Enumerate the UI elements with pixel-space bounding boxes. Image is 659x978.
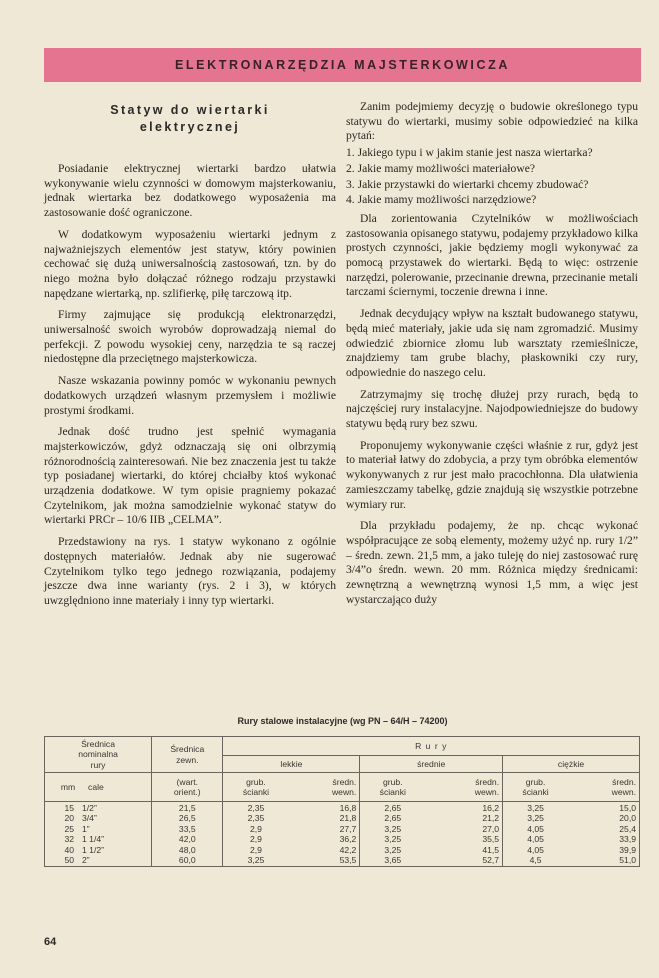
- table-cell-value: 21,2: [482, 813, 500, 824]
- table-cell-value: 16,2: [482, 803, 500, 813]
- table-cell-value: 50: [64, 855, 74, 866]
- table-title: Rury stalowe instalacyjne (wg PN – 64/H – 74200): [237, 716, 448, 726]
- table-cell-value: 4,05: [527, 823, 544, 834]
- table-cell-value: 48,0: [178, 844, 196, 855]
- column-medium-wall: [360, 802, 425, 867]
- page-number: 64: [44, 936, 57, 948]
- header-text: wewn.: [331, 787, 357, 797]
- table-cell-value: 52,7: [482, 855, 500, 866]
- paragraph: Zatrzymajmy się trochę dłużej przy rurach, będą to najczęściej rury instalacyjne. Najodpowiedniejsze do budowy statywu będą rury bez szwu.: [346, 387, 638, 431]
- header-text: ścianki: [242, 787, 270, 797]
- header-medium-inner: [425, 773, 502, 802]
- table-cell-value: 2,9: [249, 844, 262, 855]
- table-cell-value: 1”: [82, 823, 90, 834]
- header-text: grub.: [246, 776, 266, 787]
- paragraph: Zanim podejmiemy decyzję o budowie określonego typu statywu do wiertarki, musimy sobie odpowiedzieć na kilka pytań:: [346, 100, 638, 143]
- table-cell-value: 41,5: [482, 844, 500, 855]
- header-text: Średnica: [81, 738, 115, 749]
- table-cell-value: 27,0: [482, 823, 500, 834]
- table-cell-value: 42,2: [339, 844, 357, 855]
- table-cell-value: 36,2: [339, 834, 357, 845]
- table-cell-value: 27,7: [339, 823, 357, 834]
- article-left-column: [44, 100, 336, 616]
- header-mm: mm: [60, 781, 76, 792]
- table-cell-value: 26,5: [178, 813, 196, 824]
- table-cell-value: 60,0: [178, 855, 196, 866]
- header-light: lekkie: [223, 756, 360, 773]
- header-units: [45, 773, 152, 802]
- header-text: grub.: [525, 776, 546, 787]
- table-cell-value: 33,9: [619, 834, 636, 845]
- paragraph: Przedstawiony na rys. 1 statyw wykonano z ogólnie dostępnych materiałów. Jednak aby nie sugerować Czytelnikom tylko tego jednego rozwiązania, podajemy jeszcze dwa inne warianty (rys. 2 i 3), w których uwzględniono inne materiały i inny typ wiertarki.: [44, 535, 336, 607]
- table-cell-value: 25,4: [619, 823, 636, 834]
- table-cell-value: 1 1/2”: [82, 844, 104, 855]
- table-cell-value: 15,0: [619, 803, 636, 813]
- header-text: orient.): [173, 787, 201, 797]
- table-cell-value: 32: [64, 834, 74, 845]
- table-cell-value: 16,8: [339, 803, 357, 813]
- table-cell-value: 2”: [82, 855, 90, 866]
- header-text: Średnica: [170, 744, 205, 754]
- paragraph: Proponujemy wykonywanie części właśnie z rur, gdyż jest to materiał łatwy do zdobycia, a przy tym obróbka elementów wykonywanych z rur jest mało pracochłonna. Dla ułatwienia zamieszczamy tabelkę, gdzie znajdują się wszystkie potrzebne wymiary rur.: [346, 438, 638, 511]
- paragraph: W dodatkowym wyposażeniu wiertarki jednym z najważniejszych elementów jest statyw, który powinien cechować się dużą uniwersalnością zastosowań, tzn. by do niego można było dołączać różnego rodzaju przystawki napędzane wiertarką, np. szlifierkę, piłę tarczową itp.: [44, 227, 336, 300]
- header-medium: średnie: [360, 756, 503, 773]
- table-cell-value: 3/4”: [82, 813, 97, 824]
- question-item: 1. Jakiego typu i w jakim stanie jest nasza wiertarka?: [346, 146, 593, 160]
- column-inch: [82, 803, 104, 865]
- table-cell-value: 4,5: [529, 855, 542, 866]
- table-data-row: [45, 802, 640, 867]
- header-text: średn.: [612, 776, 636, 787]
- header-text: średn.: [332, 776, 357, 787]
- column-outer: [152, 802, 223, 867]
- table-cell-value: 3,25: [527, 803, 544, 813]
- cell-nominal: [45, 802, 152, 867]
- article-title: [44, 102, 336, 136]
- table-cell-value: 42,0: [178, 834, 196, 845]
- table-cell-value: 21,8: [339, 813, 357, 824]
- table-cell-value: 3,25: [384, 823, 402, 834]
- table-cell-value: 39,9: [619, 844, 636, 855]
- table-cell-value: 3,25: [247, 855, 265, 866]
- article-title-line: Statyw do wiertarki: [110, 103, 270, 117]
- question-item: 2. Jakie mamy możliwości materiałowe?: [346, 161, 535, 175]
- header-text: ścianki: [379, 787, 406, 797]
- header-inch: cale: [88, 781, 104, 792]
- pipe-dimensions-table: [44, 736, 640, 867]
- header-outer-diameter: [152, 737, 223, 773]
- table-cell-value: 51,0: [619, 855, 636, 866]
- table-cell-value: 2,35: [247, 813, 265, 824]
- header-heavy-wall: [503, 773, 568, 802]
- table-header-row: [45, 737, 640, 756]
- table-cell-value: 4,05: [527, 844, 544, 855]
- table-cell-value: 4,05: [527, 834, 544, 845]
- header-text: wewn.: [474, 787, 500, 797]
- table-cell-value: 2,35: [247, 803, 265, 813]
- column-light-wall: [223, 802, 288, 867]
- header-heavy: ciężkie: [503, 756, 640, 773]
- table-cell-value: 2,65: [384, 813, 402, 824]
- header-heavy-inner: [568, 773, 639, 802]
- table-cell-value: 53,5: [339, 855, 357, 866]
- header-text: (wart.: [176, 776, 199, 787]
- table-cell-value: 3,25: [384, 844, 402, 855]
- column-light-inner: [288, 802, 359, 867]
- section-banner: ELEKTRONARZĘDZIA MAJSTERKOWICZA: [44, 48, 641, 82]
- paragraph: Jednak dość trudno jest spełnić wymagania majsterkowiczów, gdyż odznaczają się oni olbrzymią różnorodnością zainteresowań. Nie bez znaczenia jest tu także typ posiadanej wiertarki, do której chciałby ktoś wykonać urządzenia dodatkowe. W tym opisie pragniemy pokazać Czytelnikom, jak można samodzielnie wykonać statyw do wiertarki PRCr – 10/6 IIB „CELMA”.: [44, 425, 336, 527]
- column-medium-inner: [425, 802, 502, 867]
- table-cell-value: 3,25: [384, 834, 402, 845]
- table-cell-value: 40: [64, 844, 74, 855]
- table-cell-value: 2,9: [249, 823, 262, 834]
- table-cell-value: 35,5: [482, 834, 500, 845]
- article-title-line: elektrycznej: [139, 120, 241, 134]
- table-header-row: [45, 773, 640, 802]
- header-outer-unit: [152, 773, 223, 802]
- header-text: rury: [90, 759, 106, 770]
- header-pipes: R u r y: [223, 737, 640, 756]
- paragraph: Dla zorientowania Czytelników w możliwościach zastosowania opisanego statywu, podajemy przykładowo kilka prostych czynności, jakie będziemy mogli wykonywać za pomocą przystawek do wiertarki. Będą to więc: ostrzenie narzędzi, polerowanie, przecinanie drewna, przecinanie metali tarczami ściernymi, toczenie drewna i inne.: [346, 211, 638, 299]
- article-right-column: [346, 100, 638, 615]
- table-cell-value: 33,5: [178, 823, 196, 834]
- question-item: 4. Jakie mamy możliwości narzędziowe?: [346, 193, 537, 207]
- header-text: grub.: [382, 776, 403, 787]
- header-text: zewn.: [176, 754, 199, 765]
- table-cell-value: 2,65: [384, 803, 402, 813]
- table-cell-value: 20,0: [619, 813, 636, 824]
- table-cell-value: 21,5: [178, 803, 196, 813]
- question-item: 3. Jakie przystawki do wiertarki chcemy zbudować?: [346, 177, 589, 191]
- column-mm: [48, 803, 82, 865]
- table-cell-value: 20: [64, 813, 74, 824]
- table-cell-value: 25: [64, 823, 74, 834]
- table-cell-value: 1 1/4”: [82, 834, 104, 845]
- paragraph: Dla przykładu podajemy, że np. chcąc wykonać współpracujące ze sobą elementy, możemy użyć np. rury 1/2” – średn. zewn. 21,5 mm, a jako tuleję do niej zastosować rurę 3/4”o średn. wewn. 20 mm. Różnica między średnicami: zewnętrzną a wewnętrzną wynosi 1,5 mm, a więc jest wystarczająco duży: [346, 519, 638, 606]
- table-cell-value: 3,25: [527, 813, 544, 824]
- paragraph: Firmy zajmujące się produkcją elektronarzędzi, uniwersalność swoich wyrobów doprowadzają niemal do perfekcji. Z powodu wysokiej ceny, narzędzia te są raczej niedostępne dla przeciętnego majsterkowicza.: [44, 308, 336, 366]
- header-text: ścianki: [522, 787, 549, 797]
- header-text: średn.: [475, 776, 500, 787]
- header-medium-wall: [360, 773, 425, 802]
- header-text: nominalna: [78, 749, 118, 760]
- header-nominal-diameter: [45, 737, 152, 773]
- table-cell-value: 15: [64, 803, 74, 813]
- paragraph: Posiadanie elektrycznej wiertarki bardzo ułatwia wykonywanie wielu czynności w domowym majsterkowaniu, jednak wiertarka bez dodatkowego wyposażenia ma zastosowanie dość ograniczone.: [44, 162, 336, 220]
- table-cell-value: 1/2”: [82, 803, 97, 813]
- paragraph: Jednak decydujący wpływ na kształt budowanego statywu, będą mieć materiały, jakie uda się nam zgromadzić. Musimy odwiedzić zbiornice złomu lub warsztaty rzemieślnicze, znajdziemy tam grube blachy, płaskowniki czy rury, odpowiednie do naszego celu.: [346, 307, 638, 379]
- column-heavy-wall: [503, 802, 568, 867]
- paragraph: Nasze wskazania powinny pomóc w wykonaniu pewnych dodatkowych urządzeń własnym przemysłem i możliwie prostymi środkami.: [44, 374, 336, 417]
- column-heavy-inner: [568, 802, 639, 867]
- header-light-wall: [223, 773, 288, 802]
- table-cell-value: 2,9: [249, 834, 262, 845]
- table-cell-value: 3,65: [384, 855, 402, 866]
- header-text: wewn.: [611, 787, 636, 797]
- header-light-inner: [288, 773, 359, 802]
